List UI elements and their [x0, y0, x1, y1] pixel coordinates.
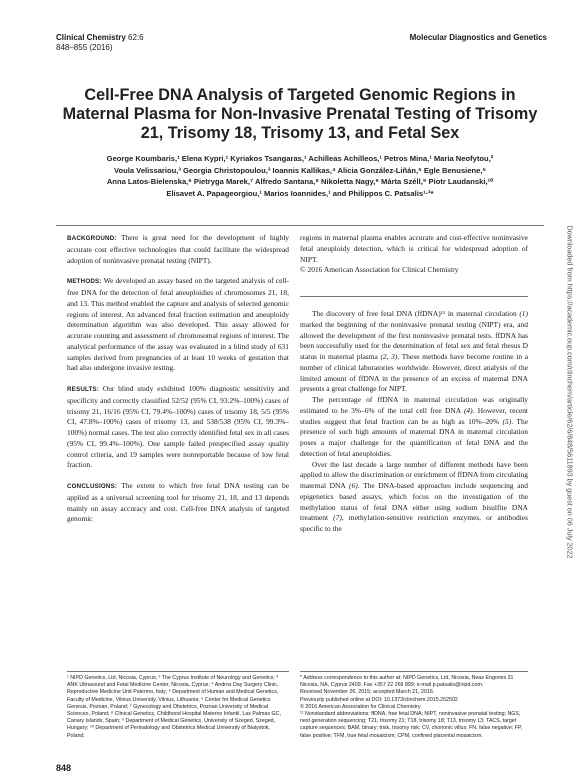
section-label: CONCLUSIONS:: [67, 483, 118, 490]
author-line: Elisavet A. Papageorgiou,¹ Marios Ioannides,¹ and Philippos C. Patsalis¹·²*: [166, 188, 434, 198]
received-date: Received November 26, 2015; accepted March 21, 2016.: [300, 689, 435, 696]
abbreviations: ¹¹ Nonstandard abbreviations: ffDNA, free fetal DNA; NIPT, noninvasive prenatal testing; NGS, next generation sequencing; T21, trisomy 21; T18, trisomy 18; T13, trisomy 13; TACS, target capture sequences; BAM, binary; trisk, trisomy risk; CV, chorionic villus; FN, false negative; FP, false positive; TFM, true fetal mosaicism; CPM, confined placental mosaicism.: [300, 711, 523, 739]
author-line: Anna Latos-Bielenska,⁶ Pietryga Marek,⁷ Alfredo Santana,⁸ Nikoletta Nagy,⁹ Márta Széll,⁹ Piotr Laudanski,¹⁰: [106, 177, 494, 186]
volume-issue: 62:6: [128, 33, 144, 42]
body-paragraph: The percentage of ffDNA in maternal circulation was originally estimated to be 3%–6% of the total cell free DNA (4). However, recent studies suggest that fetal fraction can be as high as 10%–20% (5). The presence of such high amounts of maternal DNA in maternal circulation poses a major challenge for the quantification of fetal DNA and the detection of fetal aneuploidies.: [300, 395, 528, 458]
author-line: Voula Velissariou,³ Georgia Christopoulou,³ Ioannis Kallikas,⁴ Alicia González-Liñán,⁵ Egle Benusiene,⁵: [113, 165, 487, 175]
section-label: METHODS:: [67, 278, 102, 286]
abstract-background: BACKGROUND: There is great need for the development of highly accurate cost effective technologies that could facilitate the widespread adoption of noninvasive prenatal testing (NIPT).: [67, 233, 289, 265]
abstract-continued: regions in maternal plasma enables accurate and cost-effective noninvasive fetal aneuploidy detection, which is critical for widespread adoption of NIPT.: [300, 233, 528, 264]
body-text-column: [300, 309, 528, 535]
citation: (7): [333, 513, 342, 523]
doi-line: Previously published online at DOI: 10.1373/clinchem.2015.252502: [300, 696, 458, 703]
abstract-conclusions: CONCLUSIONS: The extent to which free fetal DNA testing can be applied as a universal screening tool for trisomy 21, 18, and 13 depends mainly on assay accuracy and cost. Cell-free DNA analysis of targeted genomic: [67, 481, 289, 524]
correspondence: * Address correspondence to this author at: NIPD Genetics, Ltd, Nicosia, Neas Engomis 31 Nicosia, NA, Cyprus 2409. Fax +357 22 266 899; e-mail p.patsalis@nipd.com.: [300, 675, 514, 689]
footnote-divider: [300, 671, 528, 672]
journal-name: Clinical Chemistry: [56, 33, 126, 42]
article-title: Cell-Free DNA Analysis of Targeted Genomic Regions in Maternal Plasma for Non-Invasive Prenatal Testing of Trisomy 21, Trisomy 18, Trisomy 13, and Fetal Sex: [62, 86, 538, 142]
journal-citation: [56, 33, 144, 53]
download-note: Downloaded from https://academic.oup.com/clinchem/article/62/6/848/5611893 by guest on 06 July 2022: [565, 225, 575, 559]
citation: (1): [519, 309, 528, 318]
abstract-right-column: [300, 233, 528, 276]
abstract-copyright: © 2016 American Association for Clinical Chemistry: [300, 265, 459, 275]
abstract-results: RESULTS: Our blind study exhibited 100% diagnostic sensitivity and specificity and correctly classified 52/52 (95% CI, 93.2%–100%) cases of trisomy 21, 16/16 (95% CI, 79.4%–100%) cases of trisomy 18, 5/5 (95% CI, 47.8%–100%) cases of trisomy 13, and 538/538 (95% CI, 99.3%–100%) normal cases. The test also correctly identified fetal sex in all cases (95% CI, 99.4%–100%). One sample failed prespecified assay quality control criteria, and 19 samples were nonreportable because of low fetal fraction.: [67, 384, 290, 470]
section-label: BACKGROUND:: [67, 235, 117, 242]
abstract-left-column: [67, 233, 289, 525]
citation: (6): [349, 481, 358, 490]
header-divider: [56, 225, 544, 226]
pages-year: 848–855 (2016): [56, 43, 113, 52]
section-heading: Molecular Diagnostics and Genetics: [409, 33, 547, 42]
footnote-copyright: © 2016 American Association for Clinical Chemistry: [300, 703, 421, 710]
abstract-divider: [300, 296, 528, 297]
section-label: RESULTS:: [67, 386, 100, 393]
body-paragraph: Over the last decade a large number of different methods have been applied to allow the discrimination or enrichment of ffDNA from circulating maternal DNA (6). The DNA-based approaches include sequencing and epigenetics based assays, which focus on the investigation of the methylation status of fetal DNA either using sodium bisulfite DNA treatment (7), methylation-sensitive restriction enzymes, or antibodies specific to the: [300, 459, 528, 533]
author-list: [56, 153, 544, 199]
affiliations-footnote: ¹ NIPD Genetics, Ltd, Nicosia, Cyprus; ² The Cyprus Institute of Neurology and Genetics; ³ ANK Ultrasound and Fetal Medicine Center, Nicosia, Cyprus; ⁴ Andros Day Surgery Clinic, Reproductive Medicine Unit Palermo, Italy; ⁵ Department of Human and Medical Genetics, Faculty of Medicine, Vilnius University, Vilnius, Lithuania; ⁶ Center for Medical Genetics Genesis, Poznan, Poland; ⁷ Gynecology and Obstetrics, Poznan University of Medical Sciences, Poland; ⁸ Clinical Genetics, Childhood Hospital Materno Infantil, Las Palmas GC, Canary Islands, Spain; ⁹ Department of Medical Genetics, University of Szeged, Szeged, Hungary; ¹⁰ Department of Perinatology and Obstetrics Medical University of Bialystok, Poland.: [67, 675, 281, 739]
citation: (4): [463, 405, 473, 415]
article-info-footnote: [300, 675, 528, 740]
page-number: 848: [56, 763, 72, 773]
citation: (5): [502, 416, 512, 426]
citation: (2, 3): [380, 352, 398, 361]
abstract-methods: METHODS: We developed an assay based on the targeted analysis of cell-free DNA for the detection of fetal aneuploidies of chromosomes 21, 18, and 13. This method enabled the capture and analysis of selected genomic regions of interest. An advanced fetal fraction estimation and aneuploidy determination algorithm was also developed. This assay allowed for accurate counting and assessment of chromosomal regions of interest. The analytical performance of the assay was evaluated in a blind study of 631 samples derived from pregnancies of at least 10 weeks of gestation that had also undergone invasive testing.: [67, 276, 289, 373]
footnote-divider: [67, 671, 289, 672]
body-paragraph: The discovery of free fetal DNA (ffDNA)¹¹ in maternal circulation (1) marked the beginning of the noninvasive prenatal testing (NIPT) era, and allowed the development of the first noninvasive prenatal tests. ffDNA has been successfully used for the determination of fetal sex and fetal rhesus D status in maternal plasma (2, 3). These methods have become routine in a number of clinical laboratories worldwide. However, direct analysis of the limited amount of ffDNA in the presence of an excess of maternal DNA presents a great challenge for NIPT.: [300, 309, 528, 394]
author-line: George Koumbaris,¹ Elena Kypri,¹ Kyriakos Tsangaras,¹ Achilleas Achilleos,¹ Petros Mina,¹ Maria Neofytou,²: [106, 154, 494, 163]
